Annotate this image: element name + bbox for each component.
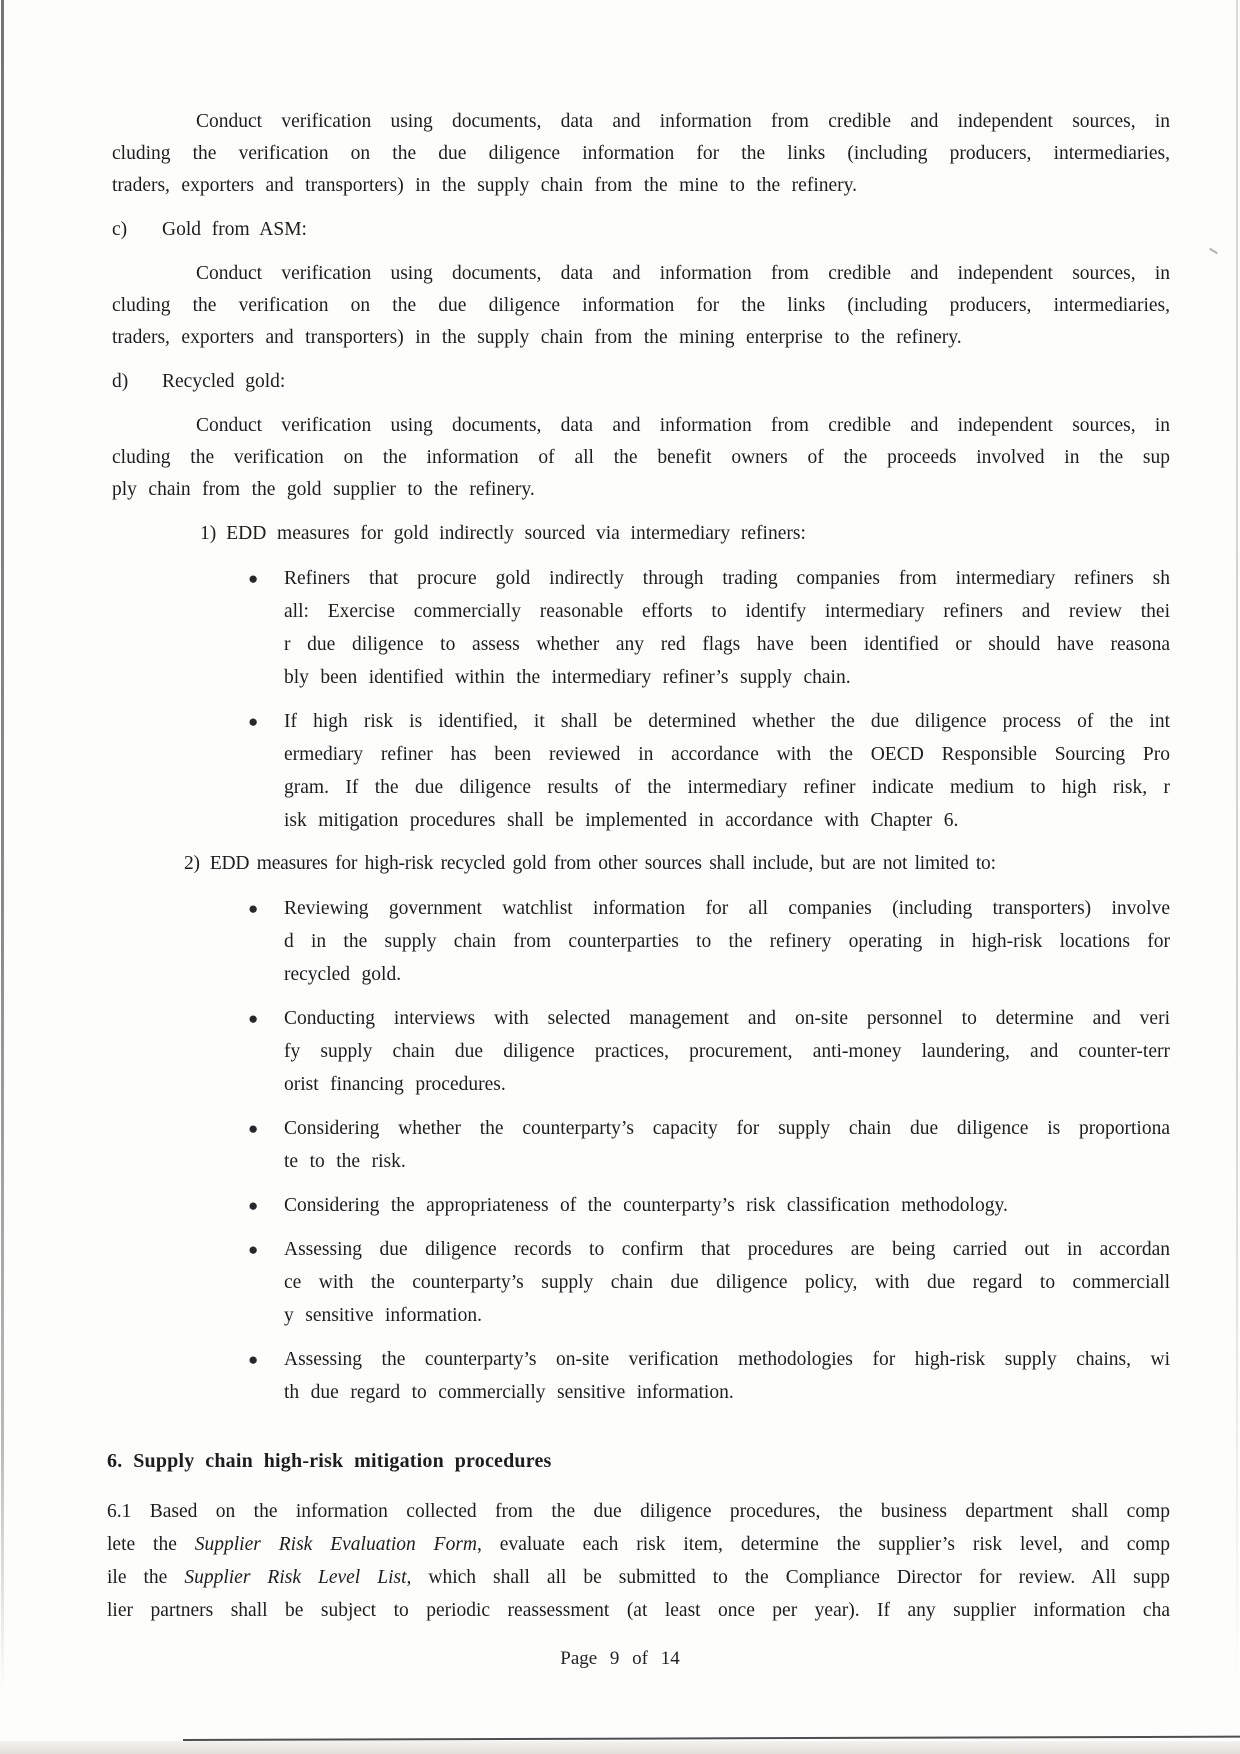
list-item-text: Gold from ASM:	[162, 219, 307, 240]
numbered-item-2	[112, 848, 1170, 880]
paragraph-conduct-mining-enterprise	[112, 258, 1170, 354]
numbered-item-text: EDD measures for gold indirectly sourced via intermediary refiners:	[226, 523, 806, 544]
section-heading-6: 6. Supply chain high-risk mitigation procedures	[107, 1450, 552, 1472]
bullet-icon: ●	[248, 569, 259, 588]
text-line: cluding the verification on the due diligence information for the links (including producers, intermediaries,	[112, 295, 1170, 316]
bullet-text	[284, 1233, 1170, 1332]
text-line: ermediary refiner has been reviewed in accordance with the OECD Responsible Sourcing Pro	[284, 744, 1170, 765]
bullet-text	[284, 1189, 1170, 1222]
italic-text-supplier-risk-level-list: Supplier Risk Level List	[184, 1567, 407, 1588]
paragraph-6-1	[107, 1495, 1170, 1627]
bullet-text	[284, 1343, 1170, 1409]
bullet-text	[284, 562, 1170, 694]
bullet-icon: ●	[248, 1350, 259, 1369]
list-item	[112, 892, 1170, 991]
text-line: recycled gold.	[284, 964, 402, 985]
scan-edge-left	[1, 0, 4, 1690]
text-line: te to the risk.	[284, 1151, 406, 1172]
list-item-c	[112, 214, 1170, 246]
text-line: Assessing due diligence records to confirm that procedures are being carried out in accordan	[284, 1239, 1170, 1260]
scan-bottom-strip	[0, 1741, 1240, 1754]
scan-artifact	[1209, 248, 1218, 254]
text-line: Conduct verification using documents, data and information from credible and independent sources, in	[196, 263, 1170, 284]
bullet-text	[284, 892, 1170, 991]
numbered-item-label: 1)	[200, 523, 217, 544]
text-run: , evaluate each risk item, determine the supplier’s risk level, and comp	[477, 1534, 1171, 1555]
list-item-label: d)	[112, 371, 129, 392]
bullet-icon: ●	[248, 1009, 259, 1028]
text-line: ply chain from the gold supplier to the refinery.	[112, 479, 535, 500]
text-line: Conducting interviews with selected management and on-site personnel to determine and veri	[284, 1008, 1170, 1029]
text-line: Assessing the counterparty’s on-site verification methodologies for high-risk supply chains, wi	[284, 1349, 1170, 1370]
list-item	[112, 1343, 1170, 1409]
text-line: If high risk is identified, it shall be determined whether the due diligence process of the int	[284, 711, 1170, 732]
text-line: traders, exporters and transporters) in the supply chain from the mining enterprise to the refinery.	[112, 327, 962, 348]
list-item	[112, 1112, 1170, 1178]
bullet-text	[284, 705, 1170, 837]
bullet-icon: ●	[248, 1240, 259, 1259]
text-line: traders, exporters and transporters) in the supply chain from the mine to the refinery.	[112, 175, 858, 196]
text-run: , which shall all be submitted to the Compliance Director for review. All supp	[406, 1567, 1170, 1588]
text-line: orist financing procedures.	[284, 1074, 506, 1095]
italic-text-supplier-risk-evaluation-form: Supplier Risk Evaluation Form	[194, 1534, 478, 1555]
text-line: bly been identified within the intermediary refiner’s supply chain.	[284, 667, 851, 688]
text-line	[107, 1528, 1170, 1561]
text-line: Reviewing government watchlist information for all companies (including transporters) involve	[284, 898, 1170, 919]
text-line: th due regard to commercially sensitive information.	[284, 1382, 734, 1403]
list-item	[112, 562, 1170, 694]
list-item-d	[112, 366, 1170, 398]
text-line: cluding the verification on the information of all the benefit owners of the proceeds involved in the sup	[112, 447, 1170, 468]
list-item-label: c)	[112, 219, 128, 240]
numbered-item-label: 2)	[184, 853, 200, 874]
bullet-list-edd-1	[112, 562, 1170, 837]
paragraph-conduct-mine	[112, 106, 1170, 202]
paragraph-conduct-recycled	[112, 410, 1170, 506]
list-item	[112, 705, 1170, 837]
page-number: Page 9 of 14	[560, 1648, 680, 1669]
numbered-item-text: EDD measures for high-risk recycled gold from other sources shall include, but are not limited to:	[209, 853, 996, 874]
list-item	[112, 1189, 1170, 1222]
text-line: d in the supply chain from counterparties to the refinery operating in high-risk locations for	[284, 931, 1170, 952]
text-line: isk mitigation procedures shall be implemented in accordance with Chapter 6.	[284, 810, 959, 831]
numbered-item-1	[112, 518, 1170, 550]
text-line: cluding the verification on the due diligence information for the links (including producers, intermediaries,	[112, 143, 1170, 164]
text-line: 6.1 Based on the information collected from the due diligence procedures, the business department shall comp	[107, 1501, 1170, 1522]
text-line: y sensitive information.	[284, 1305, 482, 1326]
list-item-text: Recycled gold:	[162, 371, 286, 392]
text-line: r due diligence to assess whether any red flags have been identified or should have reasona	[284, 634, 1170, 655]
list-item	[112, 1233, 1170, 1332]
text-run: ile the	[107, 1567, 185, 1588]
text-run: lete the	[107, 1534, 195, 1555]
list-item	[112, 1002, 1170, 1101]
bullet-text	[284, 1002, 1170, 1101]
bullet-icon: ●	[248, 1119, 259, 1138]
text-line	[107, 1561, 1170, 1594]
text-line: Considering the appropriateness of the counterparty’s risk classification methodology.	[284, 1195, 1008, 1216]
text-line: lier partners shall be subject to periodic reassessment (at least once per year). If any supplier information cha	[107, 1600, 1170, 1621]
bullet-icon: ●	[248, 1196, 259, 1215]
scan-edge-right	[1236, 0, 1238, 1700]
text-line: ce with the counterparty’s supply chain due diligence policy, with due regard to commerciall	[284, 1272, 1170, 1293]
text-line: Refiners that procure gold indirectly through trading companies from intermediary refiners sh	[284, 568, 1170, 589]
bullet-list-edd-2	[112, 892, 1170, 1409]
bullet-text	[284, 1112, 1170, 1178]
text-line: fy supply chain due diligence practices, procurement, anti-money laundering, and counter-terr	[284, 1041, 1170, 1062]
page-content	[107, 106, 1171, 1639]
text-line: Considering whether the counterparty’s capacity for supply chain due diligence is proportiona	[284, 1118, 1170, 1139]
text-line: Conduct verification using documents, data and information from credible and independent sources, in	[196, 415, 1170, 436]
text-line: Conduct verification using documents, data and information from credible and independent sources, in	[196, 111, 1170, 132]
text-line: all: Exercise commercially reasonable efforts to identify intermediary refiners and review thei	[284, 601, 1170, 622]
bullet-icon: ●	[248, 712, 259, 731]
bullet-icon: ●	[248, 899, 259, 918]
text-line: gram. If the due diligence results of the intermediary refiner indicate medium to high risk, r	[284, 777, 1170, 798]
